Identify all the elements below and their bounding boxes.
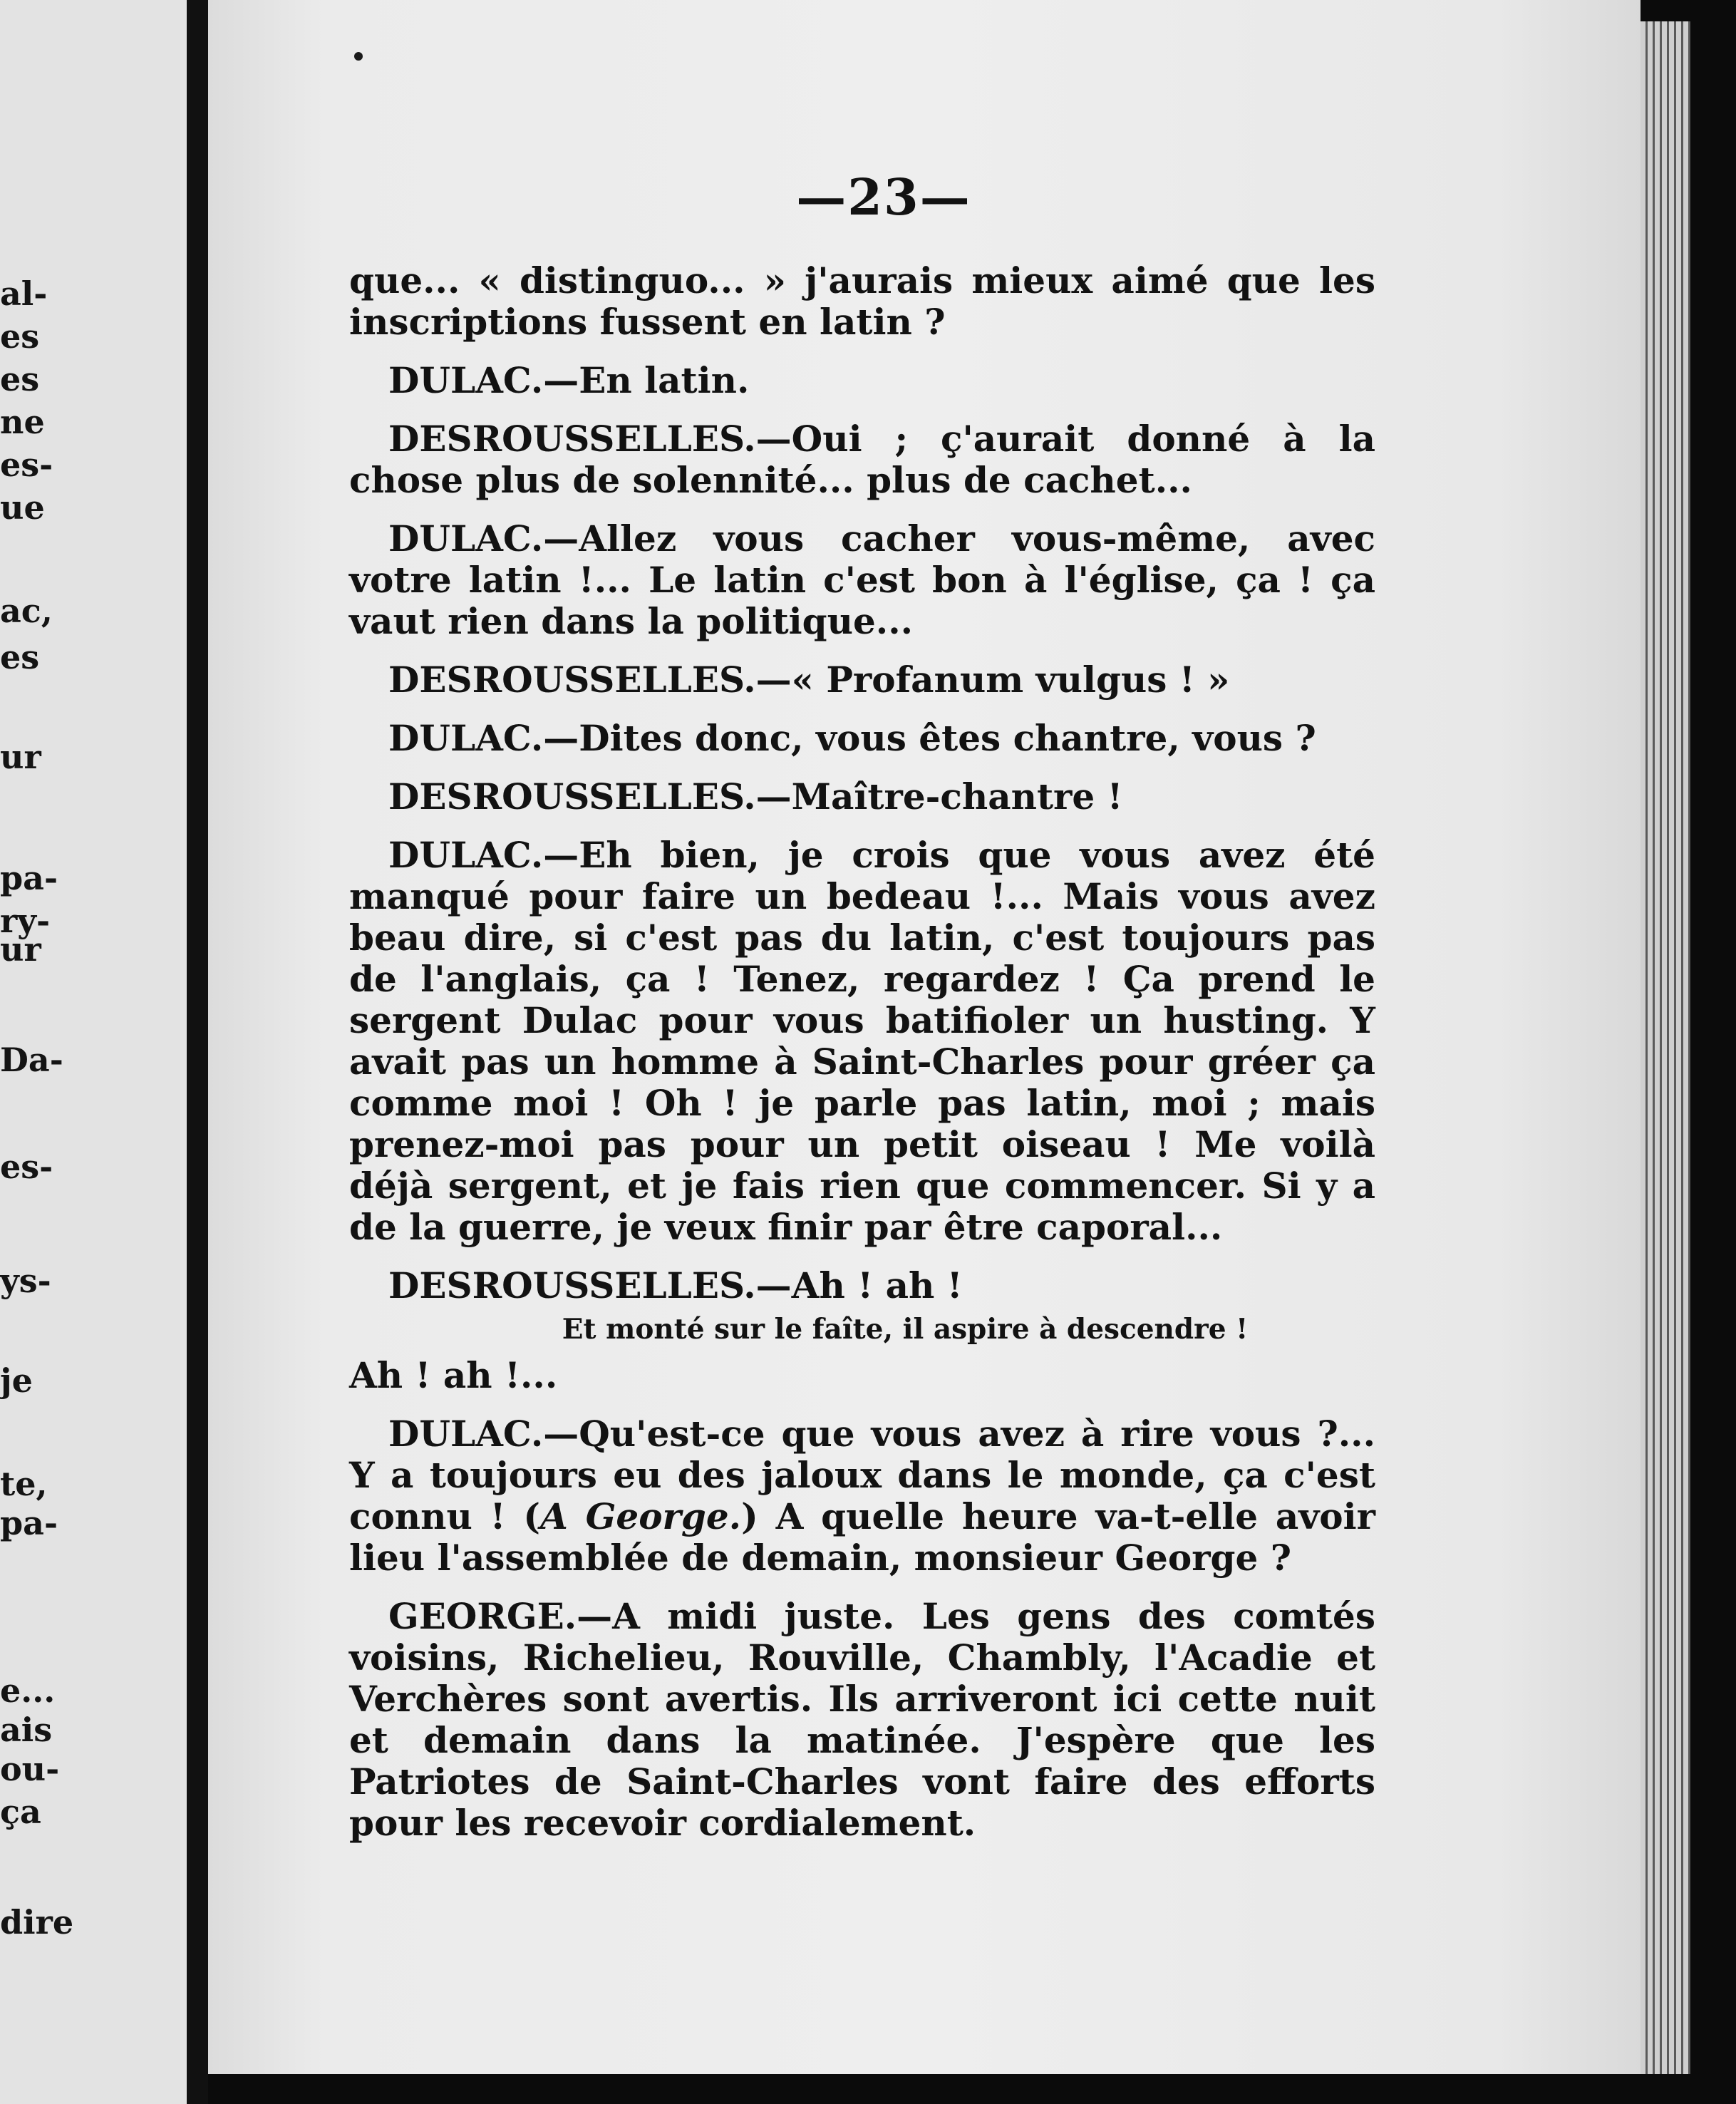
paragraph: DULAC.—Eh bien, je crois que vous avez été manqué pour faire un bedeau !... Mais vous avez beau dire, si c'est pas du latin, c'est toujours pas de l'anglais, ça ! Tenez, regardez ! Ça prend le sergent Dulac pour vous batifioler un husting. Y avait pas un homme à Saint-Charles pour gréer ça comme moi ! Oh ! je parle pas latin, moi ; mais prenez-moi pas pour un petit oiseau ! Me voilà déjà sergent, et je fais rien que commencer. Si y a de la guerre, je veux finir par être caporal... [349, 834, 1375, 1248]
text-block [349, 260, 1375, 1861]
left-page-fragment: ry- [0, 902, 51, 940]
left-page-fragment: es- [0, 1148, 53, 1186]
paragraph: DULAC.—En latin. [388, 359, 750, 401]
left-page-fragment: ne [0, 403, 45, 441]
left-page-fragment: ur [0, 930, 41, 969]
paragraph: que... « distinguo... » j'aurais mieux aimé que les inscriptions fussent en latin ? [349, 259, 1375, 343]
left-page-fragment: ur [0, 738, 41, 776]
left-page-fragment: ys- [0, 1262, 51, 1300]
bottom-border [208, 2074, 1736, 2104]
ink-speck [354, 52, 363, 61]
text-span: DULAC.—Qu'est-ce que vous avez à rire vous ?... Y a toujours eu des jaloux dans le monde, ça c'est connu ! ( [349, 1413, 1375, 1537]
paragraph [349, 1413, 1375, 1579]
text-span: ) A quelle heure va-t-elle avoir lieu l'assemblée de demain, monsieur George ? [349, 1495, 1375, 1579]
left-page-fragment: es [0, 317, 40, 356]
paragraph: DESROUSSELLES.—« Profanum vulgus ! » [388, 659, 1230, 701]
left-page-fragment: dire [0, 1903, 74, 1941]
left-page-fragment: ue [0, 488, 45, 527]
left-page-fragment: e... [0, 1671, 56, 1710]
book-gutter [187, 0, 208, 2104]
left-page-fragment: ça [0, 1793, 41, 1831]
left-page-fragment: ac, [0, 592, 53, 630]
paragraph: GEORGE.—A midi juste. Les gens des comtés voisins, Richelieu, Rouville, Chambly, l'Acadie et Verchères sont avertis. Ils arriveront ici cette nuit et demain dans la matinée. J'espère que les Patriotes de Saint-Charles vont faire des efforts pour les recevoir cordialement. [349, 1595, 1375, 1844]
left-page-fragment: pa- [0, 1504, 58, 1542]
left-page-fragment: Da- [0, 1041, 63, 1079]
page-number: —23— [796, 167, 971, 227]
left-page-fragment: es [0, 638, 40, 676]
paragraph: Ah ! ah !... [349, 1354, 558, 1396]
left-page-fragment: ais [0, 1711, 53, 1749]
verse-quote: Et monté sur le faîte, il aspire à descendre ! [562, 1313, 1249, 1346]
page-edges [1641, 21, 1690, 2074]
paragraph: DULAC.—Dites donc, vous êtes chantre, vous ? [388, 717, 1316, 759]
paragraph: DESROUSSELLES.—Oui ; ç'aurait donné à la chose plus de solennité... plus de cachet... [349, 418, 1375, 501]
left-page-fragment: al- [0, 274, 48, 313]
left-page-fragment: ou- [0, 1750, 60, 1788]
paragraph: DESROUSSELLES.—Maître-chantre ! [388, 775, 1123, 818]
left-page-fragment: te, [0, 1465, 48, 1503]
left-page-fragment: pa- [0, 859, 58, 897]
left-page [0, 0, 187, 2104]
paragraph: DULAC.—Allez vous cacher vous-même, avec votre latin !... Le latin c'est bon à l'église, ça ! ça vaut rien dans la politique... [349, 517, 1375, 642]
paragraph: DESROUSSELLES.—Ah ! ah ! [388, 1264, 963, 1306]
right-border [1690, 0, 1736, 2104]
left-page-fragment: je [0, 1361, 33, 1400]
stage-direction: A George. [540, 1495, 742, 1537]
left-page-fragment: es- [0, 445, 53, 484]
left-page-fragment: es [0, 360, 40, 398]
